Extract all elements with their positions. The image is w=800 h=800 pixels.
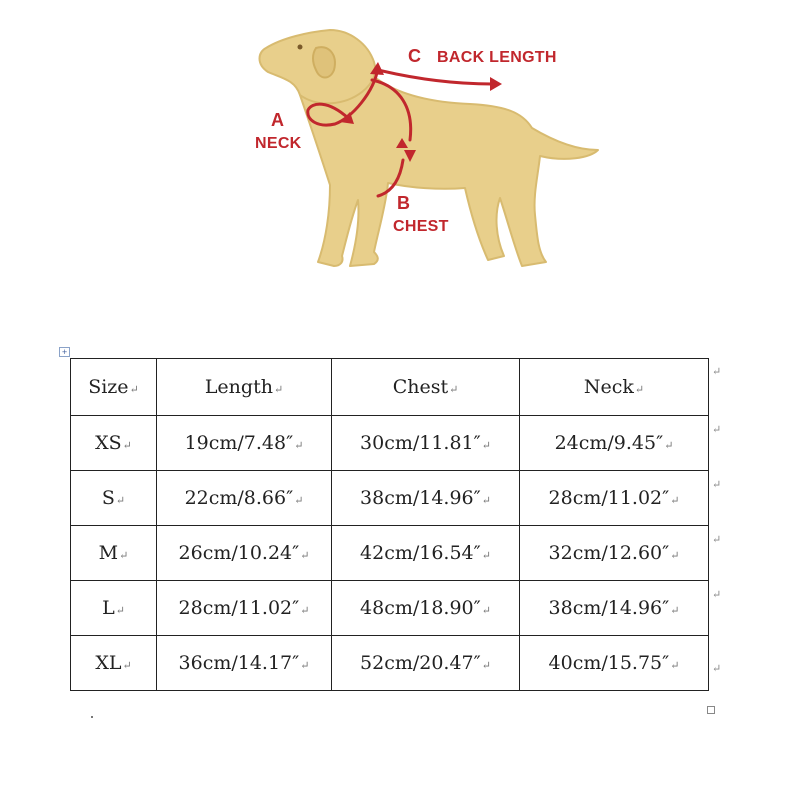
table-row xyxy=(71,471,709,526)
cell-length: 22cm/8.66″↵ xyxy=(157,471,332,526)
cell-size: XL↵ xyxy=(71,636,157,691)
dog-illustration xyxy=(0,0,800,300)
cell-neck: 40cm/15.75″↵ xyxy=(520,636,709,691)
table-row xyxy=(71,581,709,636)
back-length-arrow xyxy=(378,70,492,84)
cell-length: 36cm/14.17″↵ xyxy=(157,636,332,691)
cell-size: M↵ xyxy=(71,526,157,581)
neck-label: NECK xyxy=(255,135,302,152)
cell-chest: 30cm/11.81″↵ xyxy=(332,416,520,471)
table-move-handle[interactable]: + xyxy=(59,347,70,357)
dog-measurement-diagram xyxy=(0,0,800,300)
header-chest: Chest↵ xyxy=(332,359,520,416)
cell-neck: 28cm/11.02″↵ xyxy=(520,471,709,526)
cell-length: 19cm/7.48″↵ xyxy=(157,416,332,471)
row-end-mark: ↵ xyxy=(712,662,722,675)
row-end-mark: ↵ xyxy=(712,365,722,378)
size-chart-table xyxy=(70,358,709,691)
neck-letter: A xyxy=(271,110,285,130)
cell-neck: 24cm/9.45″↵ xyxy=(520,416,709,471)
dog-eye xyxy=(298,45,303,50)
back-length-label: BACK LENGTH xyxy=(437,49,557,66)
table-row xyxy=(71,636,709,691)
cell-size: S↵ xyxy=(71,471,157,526)
cursor-dot xyxy=(91,716,93,718)
row-end-mark: ↵ xyxy=(712,478,722,491)
table-row xyxy=(71,526,709,581)
row-end-mark: ↵ xyxy=(712,533,722,546)
row-end-mark: ↵ xyxy=(712,588,722,601)
cell-chest: 42cm/16.54″↵ xyxy=(332,526,520,581)
header-neck: Neck↵ xyxy=(520,359,709,416)
header-size: Size↵ xyxy=(71,359,157,416)
cell-neck: 38cm/14.96″↵ xyxy=(520,581,709,636)
cell-length: 26cm/10.24″↵ xyxy=(157,526,332,581)
cell-size: XS↵ xyxy=(71,416,157,471)
cell-chest: 52cm/20.47″↵ xyxy=(332,636,520,691)
back-length-letter: C xyxy=(408,46,422,66)
cell-length: 28cm/11.02″↵ xyxy=(157,581,332,636)
cell-chest: 38cm/14.96″↵ xyxy=(332,471,520,526)
header-length: Length↵ xyxy=(157,359,332,416)
cell-size: L↵ xyxy=(71,581,157,636)
table-resize-handle[interactable] xyxy=(707,706,715,714)
table-header-row xyxy=(71,359,709,416)
cell-chest: 48cm/18.90″↵ xyxy=(332,581,520,636)
table-row xyxy=(71,416,709,471)
row-end-mark: ↵ xyxy=(712,423,722,436)
chest-letter: B xyxy=(397,193,411,213)
chest-label: CHEST xyxy=(393,218,449,235)
cell-neck: 32cm/12.60″↵ xyxy=(520,526,709,581)
